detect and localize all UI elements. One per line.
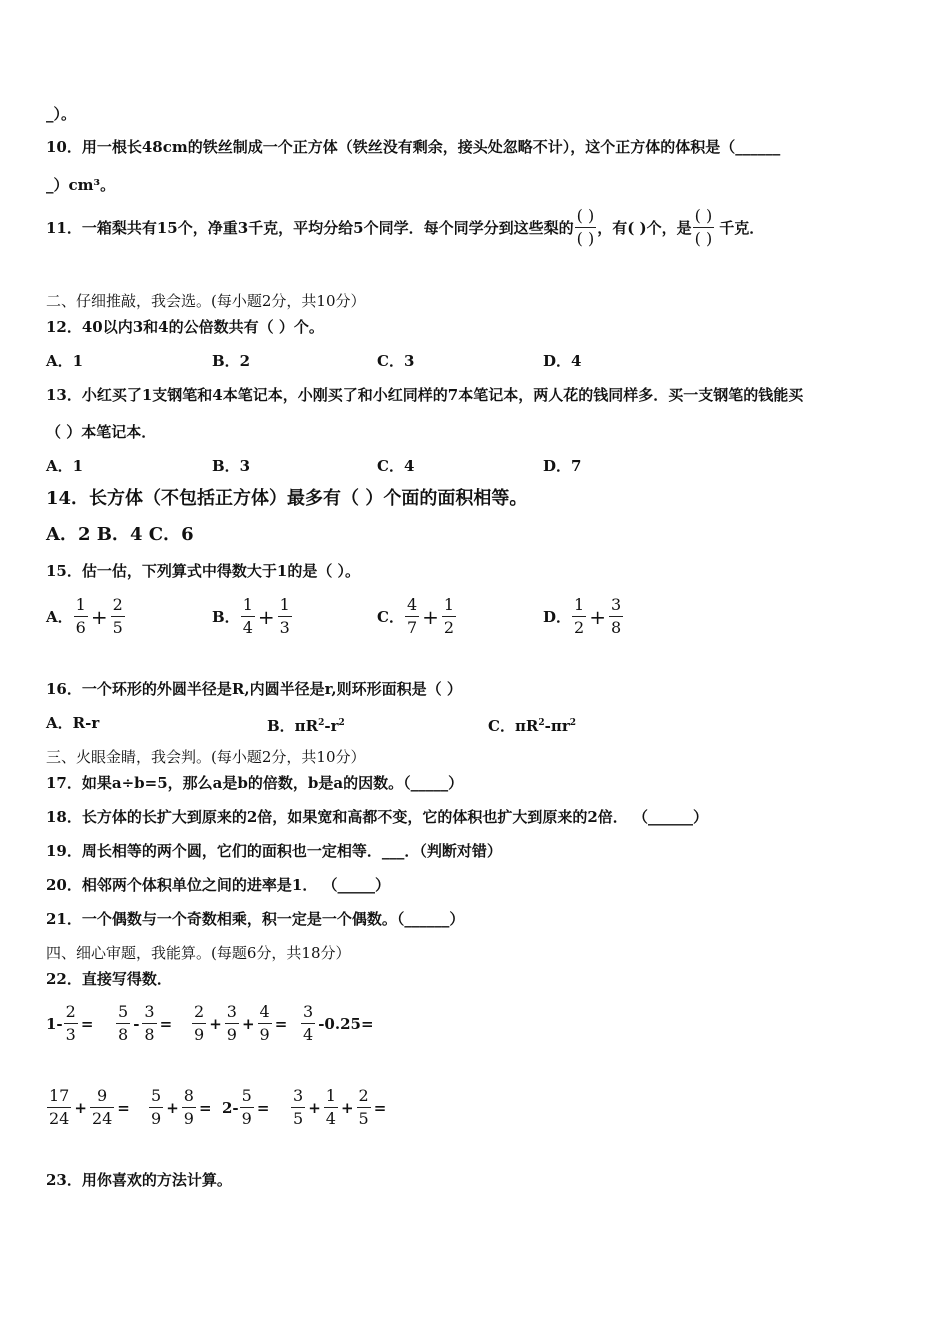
numerator: 2: [112, 595, 123, 614]
q22-expr-2: [115, 1002, 174, 1045]
denominator: 9: [226, 1025, 237, 1044]
superscript: 2: [538, 718, 545, 728]
numerator: 2: [358, 1086, 369, 1105]
fraction: [240, 1086, 254, 1129]
numerator: 3: [144, 1002, 155, 1021]
numerator: 5: [241, 1086, 252, 1105]
q22-expr-5: [46, 1086, 132, 1129]
plus-sign: +: [257, 604, 275, 629]
equals-sign: =: [117, 1098, 130, 1117]
denominator: 9: [183, 1109, 194, 1128]
q11: [46, 206, 764, 249]
numerator: 5: [118, 1002, 129, 1021]
fraction: [111, 595, 125, 638]
denominator: 9: [194, 1025, 205, 1044]
q21-text: 21．一个偶数与一个奇数相乘，积一定是一个偶数。（______）: [46, 910, 465, 928]
q11-frac-den-2: ( ): [694, 229, 713, 248]
q17-text: 17．如果a÷b=5，那么a是b的倍数，b是a的因数。（_____）: [46, 774, 464, 792]
denominator: 7: [406, 618, 418, 637]
q12-option-c: C．3: [377, 352, 415, 370]
section-2-heading: 二、仔细推敲，我会选。(每小题2分，共10分）: [46, 292, 366, 310]
fraction: [291, 1086, 305, 1129]
fraction: [278, 595, 292, 638]
q22-expr-8: [290, 1086, 388, 1129]
plus-sign: +: [308, 1098, 321, 1117]
denominator: 8: [610, 618, 622, 637]
numerator: 2: [194, 1002, 205, 1021]
fraction: [47, 1086, 71, 1129]
denominator: 5: [112, 618, 123, 637]
numerator: 4: [259, 1002, 270, 1021]
numerator: 3: [226, 1002, 237, 1021]
q15-option-b-label: B．: [212, 608, 240, 626]
fraction: [258, 1002, 272, 1045]
numerator: 1: [75, 595, 86, 614]
q22-expr-1: [46, 1002, 95, 1045]
q15-option-d: [543, 595, 624, 638]
fraction: [241, 595, 255, 638]
q11-fraction-1: [575, 206, 597, 249]
q18-text: 18．长方体的长扩大到原来的2倍，如果宽和高都不变，它的体积也扩大到原来的2倍． （______）: [46, 808, 708, 826]
fraction: [357, 1086, 371, 1129]
denominator: 24: [91, 1109, 113, 1128]
q10-text: 10．用一根长48cm的铁丝制成一个正方体（铁丝没有剩余，接头处忽略不计），这个正方体的体积是（______: [46, 138, 781, 156]
denominator: 9: [259, 1025, 270, 1044]
equals-sign: =: [373, 1098, 387, 1117]
q22-expr-6: [148, 1086, 214, 1129]
expr-prefix: 1-: [46, 1014, 63, 1033]
q11-frac-num-2: ( ): [694, 206, 713, 225]
q11-part2: ，有( )个，是: [597, 218, 692, 237]
q22-expr-4: [300, 1002, 376, 1045]
q15-option-b: [212, 595, 293, 638]
numerator: 17: [49, 1086, 70, 1105]
numerator: 8: [183, 1086, 194, 1105]
q16-text: 16．一个环形的外圆半径是R,内圆半径是r,则环形面积是（ ）: [46, 680, 462, 698]
equals-sign: =: [159, 1014, 173, 1033]
q9-tail: _）。: [46, 105, 77, 123]
q14-options: A．2 B．4 C．6: [46, 524, 194, 545]
q12-option-b: B．2: [212, 352, 251, 370]
plus-sign: +: [589, 604, 606, 629]
numerator: 1: [325, 1086, 336, 1105]
denominator: 24: [49, 1109, 70, 1128]
equals-sign: =: [198, 1098, 212, 1117]
fraction: [301, 1002, 315, 1045]
q23-text: 23．用你喜欢的方法计算。: [46, 1171, 232, 1189]
q13-option-c: C．4: [377, 457, 415, 475]
fraction: [149, 1086, 163, 1129]
denominator: 9: [241, 1109, 252, 1128]
q11-frac-num-1: ( ): [576, 206, 595, 225]
q16-option-b-mid: -r: [324, 717, 339, 735]
numerator: 4: [406, 595, 418, 614]
section-4-heading: 四、细心审题，我能算。(每题6分，共18分）: [46, 944, 351, 962]
q15-option-a-label: A．: [46, 608, 73, 626]
q16-option-c: [488, 713, 576, 736]
numerator: 3: [303, 1002, 314, 1021]
fraction: [225, 1002, 239, 1045]
numerator: 3: [293, 1086, 304, 1105]
denominator: 5: [358, 1109, 369, 1128]
numerator: 1: [574, 595, 585, 614]
q22-text: 22．直接写得数．: [46, 970, 172, 988]
q16-option-b: [267, 713, 345, 736]
q11-part1: 11．一箱梨共有15个，净重3千克，平均分给5个同学．每个同学分到这些梨的: [46, 218, 574, 237]
q11-part3: 千克．: [719, 218, 765, 237]
q22-expr-7: [222, 1086, 271, 1129]
plus-sign: +: [209, 1014, 222, 1033]
superscript: 2: [318, 718, 325, 728]
q13-option-a: A．1: [46, 457, 84, 475]
q11-frac-den-1: ( ): [576, 229, 595, 248]
plus-sign: +: [422, 604, 439, 629]
denominator: 6: [75, 618, 86, 637]
equals-sign: =: [274, 1014, 288, 1033]
superscript: 2: [338, 718, 345, 728]
superscript: 2: [569, 718, 577, 728]
q16-option-c-mid: -πr: [544, 717, 570, 735]
equals-sign: =: [256, 1098, 270, 1117]
denominator: 5: [293, 1109, 304, 1128]
q11-fraction-2: [693, 206, 715, 249]
fraction: [192, 1002, 206, 1045]
q15-option-a: [46, 595, 126, 638]
q10-tail: _）cm³。: [46, 176, 116, 194]
fraction: [142, 1002, 156, 1045]
fraction: [90, 1086, 114, 1129]
q16-option-c-pre: C．πR: [488, 717, 539, 735]
q20-text: 20．相邻两个体积单位之间的进率是1． （_____）: [46, 876, 391, 894]
denominator: 3: [279, 618, 290, 637]
numerator: 5: [151, 1086, 162, 1105]
plus-sign: +: [90, 604, 108, 629]
fraction: [74, 595, 88, 638]
q12-option-d: D．4: [543, 352, 582, 370]
denominator: 3: [65, 1025, 76, 1044]
q19-text: 19．周长相等的两个圆，它们的面积也一定相等．___．（判断对错）: [46, 842, 502, 860]
numerator: 2: [65, 1002, 76, 1021]
fraction: [572, 595, 586, 638]
denominator: 4: [242, 618, 253, 637]
denominator: 4: [303, 1025, 314, 1044]
numerator: 3: [610, 595, 622, 614]
denominator: 9: [151, 1109, 162, 1128]
fraction: [182, 1086, 196, 1129]
q14-text: 14．长方体（不包括正方体）最多有（ ）个面的面积相等。: [46, 488, 528, 509]
q13-option-b: B．3: [212, 457, 251, 475]
q13-text-2: （ ）本笔记本．: [46, 423, 157, 441]
plus-sign: +: [241, 1014, 255, 1033]
expr-suffix: -0.25=: [318, 1014, 374, 1033]
equals-sign: =: [80, 1014, 94, 1033]
denominator: 2: [443, 618, 455, 637]
section-3-heading: 三、火眼金睛，我会判。(每小题2分，共10分）: [46, 748, 366, 766]
q13-option-d: D．7: [543, 457, 582, 475]
q13-text: 13．小红买了1支钢笔和4本笔记本，小刚买了和小红同样的7本笔记本，两人花的钱同样多．买一支钢笔的钱能买: [46, 386, 804, 404]
numerator: 1: [443, 595, 455, 614]
denominator: 8: [144, 1025, 155, 1044]
q15-text: 15．估一估，下列算式中得数大于1的是（ ）。: [46, 562, 361, 580]
plus-sign: +: [74, 1098, 87, 1117]
q22-expr-3: [191, 1002, 289, 1045]
expr-prefix: 2-: [222, 1098, 239, 1117]
minus-sign: -: [133, 1014, 140, 1033]
q12-text: 12．40以内3和4的公倍数共有（ ）个。: [46, 318, 324, 336]
numerator: 9: [97, 1086, 108, 1105]
fraction: [609, 595, 623, 638]
plus-sign: +: [166, 1098, 179, 1117]
denominator: 4: [325, 1109, 336, 1128]
fraction: [64, 1002, 78, 1045]
fraction: [405, 595, 419, 638]
numerator: 1: [279, 595, 290, 614]
q15-option-c: [377, 595, 457, 638]
fraction: [324, 1086, 338, 1129]
q16-option-a: A．R-r: [46, 714, 100, 732]
denominator: 8: [118, 1025, 129, 1044]
plus-sign: +: [340, 1098, 354, 1117]
q15-option-d-label: D．: [543, 608, 572, 626]
fraction: [442, 595, 456, 638]
q15-option-c-label: C．: [377, 608, 404, 626]
q16-option-b-pre: B．πR: [267, 717, 319, 735]
numerator: 1: [242, 595, 253, 614]
denominator: 2: [574, 618, 585, 637]
fraction: [116, 1002, 130, 1045]
q12-option-a: A．1: [46, 352, 84, 370]
